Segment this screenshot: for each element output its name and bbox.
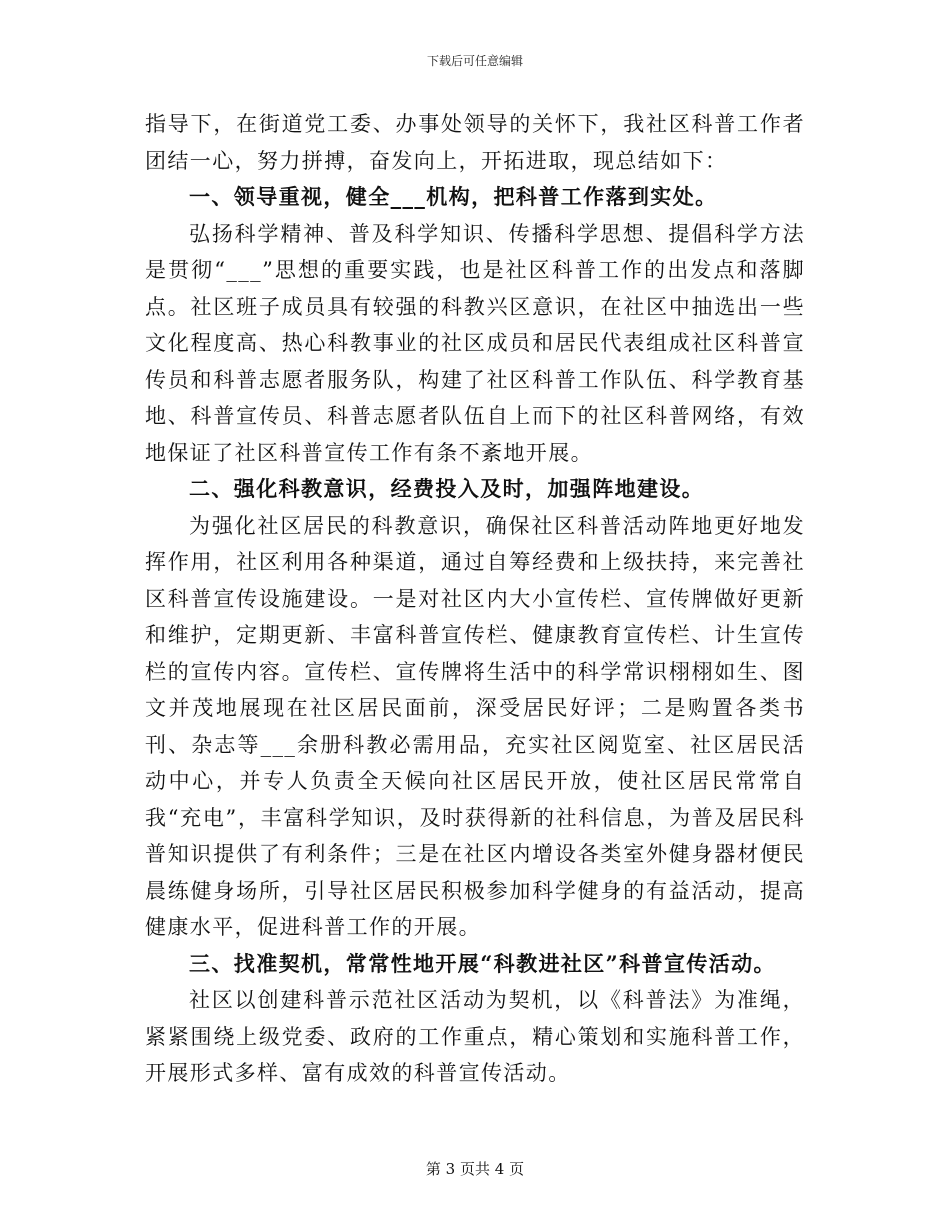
section-heading-3: 三、找准契机，常常性地开展“科教进社区”科普宣传活动。 xyxy=(189,950,776,976)
document-body xyxy=(145,106,805,1092)
paragraph-section-1: 弘扬科学精神、普及科学知识、传播科学思想、提倡科学方法是贯彻“___”思想的重要实践，也是社区科普工作的出发点和落脚点。社区班子成员具有较强的科教兴区意识，在社区中抽选出一些文化程度高、热心科教事业的社区成员和居民代表组成社区科普宣传员和科普志愿者服务队，构建了社区科普工作队伍、科学教育基地、科普宣传员、科普志愿者队伍自上而下的社区科普网络，有效地保证了社区科普宣传工作有条不紊地开展。 xyxy=(145,221,805,465)
section-heading-1: 一、领导重视，健全___机构，把科普工作落到实处。 xyxy=(189,184,718,209)
paragraph-continuation: 指导下，在街道党工委、办事处领导的关怀下，我社区科普工作者团结一心，努力拼搏，奋发向上，开拓进取，现总结如下： xyxy=(145,112,805,173)
page-header: 下载后可任意编辑 xyxy=(426,54,523,68)
paragraph-section-2: 为强化社区居民的科教意识，确保社区科普活动阵地更好地发挥作用，社区利用各种渠道，通过自筹经费和上级扶持，来完善社区科普宣传设施建设。一是对社区内大小宣传栏、宣传牌做好更新和维护，定期更新、丰富科普宣传栏、健康教育宣传栏、计生宣传栏的宣传内容。宣传栏、宣传牌将生活中的科学常识栩栩如生、图文并茂地展现在社区居民面前，深受居民好评；二是购置各类书刊、杂志等___余册科教必需用品，充实社区阅览室、社区居民活动中心，并专人负责全天候向社区居民开放，使社区居民常常自我“充电”，丰富科学知识，及时获得新的社科信息，为普及居民科普知识提供了有利条件；三是在社区内增设各类室外健身器材便民晨练健身场所，引导社区居民积极参加科学健身的有益活动，提高健康水平，促进科普工作的开展。 xyxy=(145,513,805,939)
paragraph-section-3: 社区以创建科普示范社区活动为契机，以《科普法》为准绳，紧紧围绕上级党委、政府的工作重点，精心策划和实施科普工作，开展形式多样、富有成效的科普宣传活动。 xyxy=(145,988,805,1085)
section-heading-2: 二、强化科教意识，经费投入及时，加强阵地建设。 xyxy=(189,476,705,501)
page-footer: 第 3 页共 4 页 xyxy=(425,1160,525,1178)
